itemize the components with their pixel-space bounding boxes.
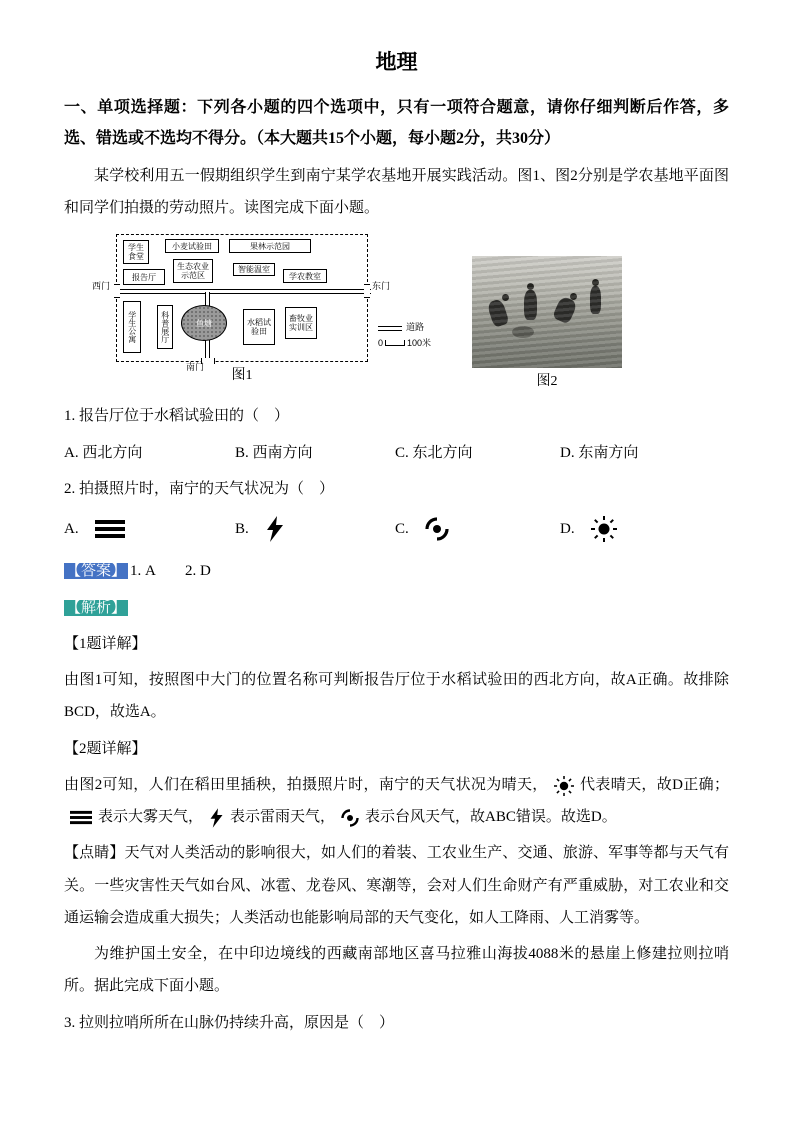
figure1-map-wrapper [86,234,458,392]
q2-option-d [560,513,729,545]
detail2-label: 【2题详解】 [64,740,147,757]
question-3: 3. 拉则拉哨所所在山脉仍持续升高，原因是（ ） [64,1014,395,1031]
person-silhouette [552,296,578,325]
intro-paragraph: 某学校利用五一假期组织学生到南宁某学农基地开展实践活动。图1、图2分别是学农基地平面图和同学们拍摄的劳动照片。读图完成下面小题。 [64,167,729,217]
q2-option-c [395,513,560,545]
legend-scale-row [378,336,431,351]
person-head [570,293,577,300]
typhoon-icon [341,809,359,827]
labor-photo [472,256,622,368]
map-label-fish-pond: 鱼塘 [181,305,227,341]
q2-letter-a: A. [64,521,79,538]
figure2-caption: 图2 [536,374,558,390]
page-title: 地理 [375,50,418,74]
figures-row [86,234,729,392]
q2-options [64,513,729,545]
analysis-line [64,592,729,624]
question-1: 1. 报告厅位于水稻试验田的（ ） [64,408,290,425]
sunny-icon [554,776,574,796]
detail1-label: 【1题详解】 [64,635,147,652]
map-label-orchard: 果林示范园 [229,239,311,253]
detail2-seg3: 表示大雾天气， [98,809,204,826]
person-head [527,283,534,290]
map-label-classroom: 学农教室 [283,269,327,283]
field-shadow [512,326,534,338]
q2-letter-c: C. [395,521,409,538]
tips-paragraph [64,837,729,934]
fog-icon [95,519,125,539]
analysis-label: 【解析】 [66,599,127,616]
map-label-wheat-field: 小麦试验田 [165,239,219,253]
map-legend [378,320,431,351]
map-label-greenhouse: 智能温室 [233,263,275,276]
detail1-text: 由图1可知，按照图中大门的位置名称可判断报告厅位于水稻试验田的西北方向，故A正确。故排除BCD，故选A。 [64,672,729,721]
map-label-rice-field: 水稻试验田 [243,309,275,345]
detail2-seg2: 代表晴天，故D正确； [579,776,729,793]
person-head [592,279,599,286]
thunderstorm-icon [265,516,285,542]
answer-line [64,555,729,587]
tips-label: 【点睛】 [64,845,125,862]
q1-option-d: D. 东南方向 [560,444,639,461]
person-silhouette [524,290,537,320]
q2-letter-d: D. [560,521,575,538]
road-label: 道路 [406,322,425,333]
map-label-lecture-hall: 报告厅 [123,269,165,285]
figure1-caption: 图1 [231,368,253,384]
q2-option-b [235,513,395,545]
road-symbol [378,326,402,331]
map-label-eco-zone: 生态农业示范区 [173,259,213,283]
tips-text: 天气对人类活动的影响很大，如人们的着装、工农业生产、交通、旅游、军事等都与天气有关。一些灾害性天气如台风、冰雹、龙卷风、寒潮等，会对人们生命财产有严重威胁，对工农业和交通运输会造成重大损失；人类活动也能影响局部的天气变化，如人工降雨、人工消雾等。 [64,845,729,926]
q1-options [64,437,729,469]
q2-option-a [64,513,235,545]
section-header: 一、单项选择题：下列各小题的四个选项中，只有一项符合题意，请你仔细判断后作答，多选、错选或不选均不得分。（本大题共15个小题，每小题2分，共30分） [64,98,729,147]
fog-icon [70,810,92,825]
q1-option-b: B. 西南方向 [235,444,313,461]
west-gate-mark [114,284,120,298]
south-gate-label: 南门 [186,362,205,373]
east-west-road [115,289,371,294]
map-label-science-hall: 科普展厅 [157,305,173,349]
east-gate-mark [364,284,370,298]
detail2-text [64,769,729,834]
west-gate-label: 西门 [92,281,111,292]
farm-base-map [116,234,368,362]
q2-letter-b: B. [235,521,249,538]
detail2-seg5: 表示台风天气，故ABC错误。故选D。 [365,809,617,826]
para2: 为维护国土安全，在中印边境线的西藏南部地区喜马拉雅山海拔4088米的悬崖上修建拉则拉哨所。据此完成下面小题。 [64,946,729,995]
typhoon-icon [425,517,449,541]
answer-text: 1. A 2. D [130,563,211,580]
thunderstorm-icon [209,808,224,828]
legend-road-row [378,320,431,335]
sunny-icon [591,516,617,542]
east-gate-label: 东门 [372,281,391,292]
map-label-dormitory: 学生公寓 [123,301,141,353]
person-silhouette [590,286,601,314]
scale-bar [385,340,405,346]
person-head [502,294,509,301]
q1-option-c: C. 东北方向 [395,444,473,461]
q1-option-a: A. 西北方向 [64,444,143,461]
answer-label: 【答案】 [66,563,127,580]
map-label-livestock: 畜牧业实训区 [285,307,317,339]
map-label-canteen: 学生食堂 [123,240,149,264]
question-2: 2. 拍摄照片时，南宁的天气状况为（ ） [64,480,335,497]
detail2-seg4: 表示雷雨天气， [230,809,336,826]
scale-start: 0 [378,337,384,348]
detail2-seg1: 由图2可知，人们在稻田里插秧，拍摄照片时，南宁的天气状况为晴天， [64,776,548,793]
person-silhouette [486,299,509,329]
figure2-photo-wrapper [472,256,622,392]
scale-end: 100米 [407,337,432,348]
